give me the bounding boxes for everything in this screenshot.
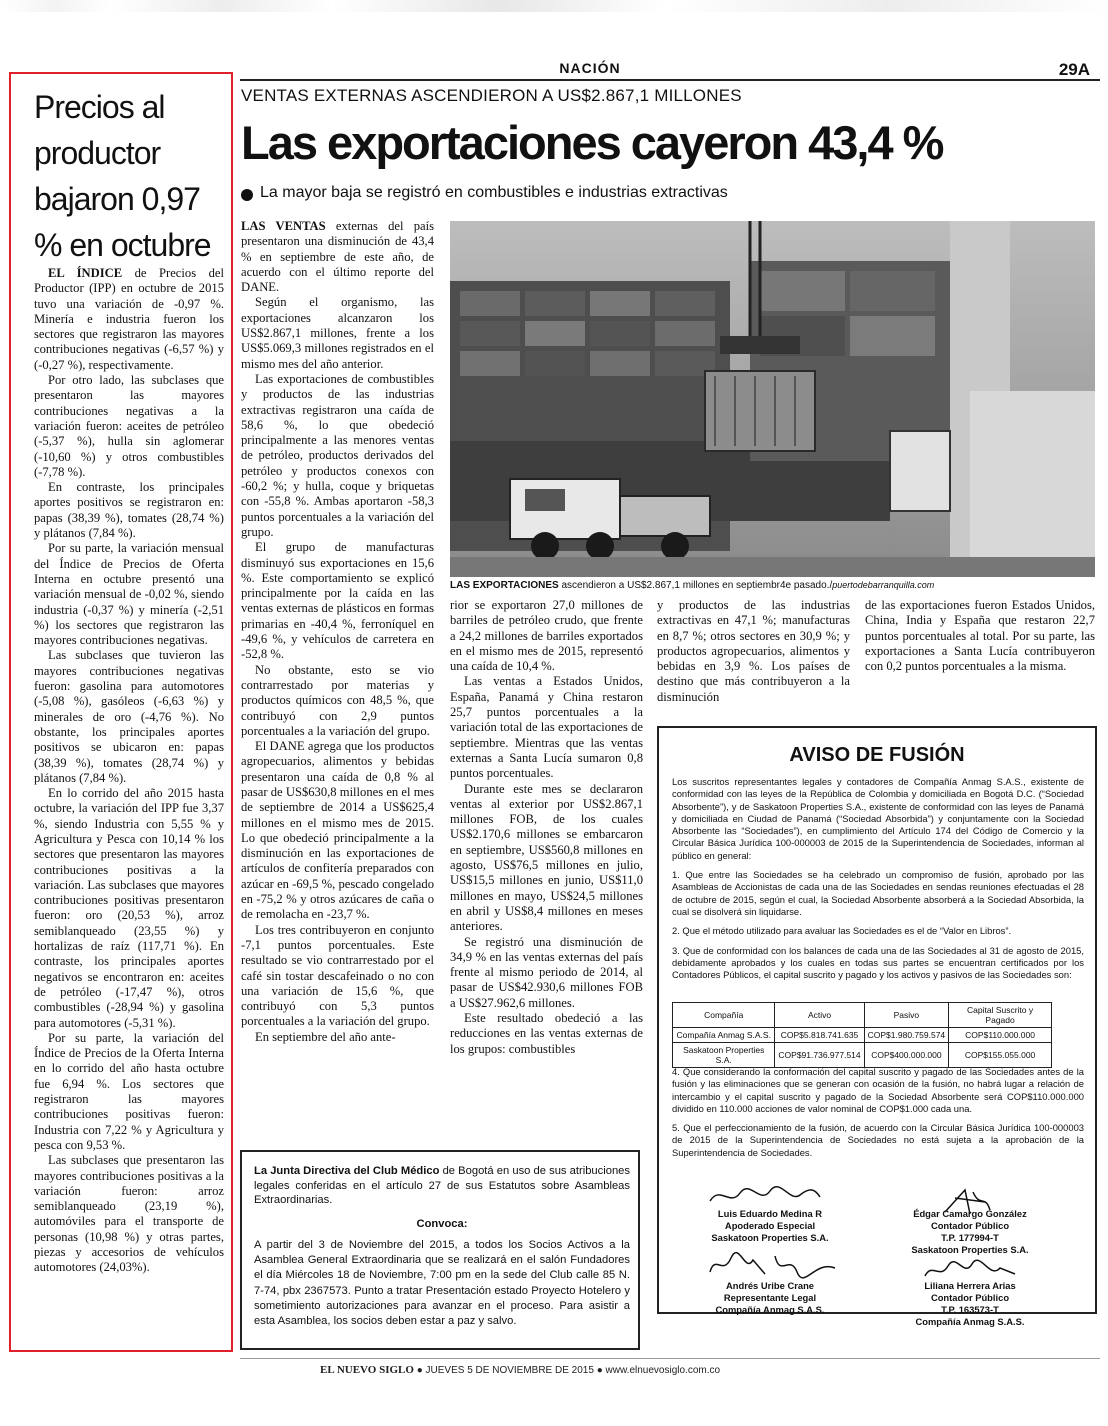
signature-block: Édgar Camargo González Contador Público T.P. 177994-T Saskatoon Properties S.A. [911, 1208, 1029, 1255]
club-notice-body: A partir del 3 de Noviembre del 2015, a todos los Socios Activos a la Asamblea General Extraordinaria que se realizará en el salón Fundadores el día Miércoles 18 de Noviembre, 7:00 pm en la sede del Club calle 85 N. 7-74, pbx 2367573. Punto a tratar Presentación estado Proyecto Hotelero y sometimiento autorizaciones para avanzar en el proceso. Para asistir a esta Asamblea, los socios deben estar a paz y salvo. [254, 1239, 630, 1328]
paragraph: En contraste, los principales aportes positivos se registraron en: papas (38,39 %), tomates (28,74 %) y plátanos (7,84 %). [34, 480, 224, 541]
lead-in: EL ÍNDICE [48, 266, 123, 280]
article-deck: La mayor baja se registró en combustibles e industrias extractivas [260, 184, 728, 201]
column-header: Activo [775, 1003, 864, 1028]
bullet-icon [241, 189, 253, 201]
paragraph: Por otro lado, las subclases que presentaron las mayores contribuciones negativas a la variación fueron: aceites de petróleo (-5,37 %), hulla sin aglomerar (-10,60 %) y otros combustibles (-7,78 %). [34, 373, 224, 479]
paragraph: Se registró una disminución de 34,9 % en las ventas externas del país frente al mismo periodo de 2014, al pasar de US$42.930,6 millones FOB a US$27.962,6 millones. [450, 934, 643, 1010]
table-header-row [673, 1003, 1052, 1028]
article-column-1 [241, 219, 434, 1045]
club-notice-intro: La Junta Directiva del Club Médico de Bogotá en uso de sus atribuciones legales conferidas en el artículo 27 de sus Estatutos sobre Asambleas Extraordinarias. [254, 1165, 630, 1207]
column-header: Capital Suscrito y Pagado [949, 1003, 1052, 1028]
paragraph: Este resultado obedeció a las reducciones en las ventas externas de los grupos: combustibles [450, 1011, 643, 1056]
table-cell: Saskatoon Properties S.A. [673, 1043, 775, 1068]
sidebar-headline-line: % en octubre [34, 227, 211, 263]
scan-noise-strip [0, 0, 1108, 12]
paragraph: El grupo de manufacturas disminuyó sus exportaciones en 15,6 %. Este comportamiento se explicó principalmente por la caída en las ventas externas de plásticos en formas primarias en -40,4 %, ferroníquel en -49,6 %, y vehículos de carretera en -52,8 %. [241, 540, 434, 662]
page-number: 29A [1058, 60, 1090, 79]
lead-in: LAS VENTAS [241, 219, 326, 233]
bullet-icon: ● [416, 1365, 426, 1376]
table-cell: COP$1.980.759.574 [864, 1028, 949, 1043]
paragraph: Las ventas a Estados Unidos, España, Panamá y China restaron 25,7 puntos porcentuales a la variación total de las exportaciones de septiembre. Mientras que las ventas externas a Santa Lucía sumaron 0,8 puntos porcentuales. [450, 674, 643, 781]
table-cell: COP$110.000.000 [949, 1028, 1052, 1043]
paragraph: 5. Que el perfeccionamiento de la fusión, de acuerdo con la Circular Básica Jurídica 100-000003 de 2015 de la Superintendencia de Sociedades no está sujeta a la aprobación de la Superintendencia de Sociedades. [672, 1122, 1084, 1158]
paragraph: En septiembre del año ante- [255, 1029, 396, 1044]
table-row [673, 1028, 1052, 1043]
balance-table [672, 1002, 1052, 1068]
page-footer [320, 1364, 1020, 1376]
paragraph: 1. Que entre las Sociedades se ha celebrado un compromiso de fusión, aprobado por las Asambleas de Accionistas de cada una de las Sociedades en sendas reuniones efectuadas el 28 de octubre de 2015, según el cual, la Sociedad Absorbente absorberá a la Sociedad Absorbida, la cual se disolverá sin liquidarse. [672, 869, 1084, 917]
table-cell: COP$400.000.000 [864, 1043, 949, 1068]
paragraph: Por su parte, la variación del Índice de Precios de la Oferta Interna en lo corrido del año hasta octubre fue 6,94 %. Los sectores que registraron las mayores contribuciones positivas fueron: Industria con 7,22 % y Agricultura y pesca con 9,53 %. [34, 1030, 224, 1152]
paragraph: de las exportaciones fueron Estados Unidos, China, India y España que restaron 22,7 puntos porcentuales al total. Por su parte, las exportaciones a Santa Lucía contribuyeron con 0,2 puntos porcentuales a la misma. [865, 598, 1095, 674]
sidebar-headline-line: productor [34, 135, 161, 171]
table-cell: COP$91.736.977.514 [775, 1043, 864, 1068]
table-cell: COP$5.818.741.635 [775, 1028, 864, 1043]
article-kicker: VENTAS EXTERNAS ASCENDIERON A US$2.867,1 MILLONES [241, 86, 742, 105]
photo-credit: puertodebarranquilla.com [832, 580, 935, 590]
paragraph: 4. Que considerando la conformación del capital suscrito y pagado de las Sociedades antes de la fusión y las eliminaciones que se generan con ocasión de la fusión, no habrá lugar a relación de intercambio y el capital suscrito y pagado de la Sociedad Absorbente será COP$110.000.000 dividido en 110.000 acciones de valor nominal de COP$1.000 cada una. [672, 1066, 1084, 1114]
paragraph: Las subclases que tuvieron las mayores contribuciones negativas fueron: gasolina para automotores (-5,08 %), gasóleos (-6,63 %) y minerales de oro (-4,76 %). No obstante, los principales aportes positivos se ubicaron en: papas (38,39 %), tomates (28,74 %) y plátanos (7,84 %). [34, 648, 224, 785]
signature-block: Luis Eduardo Medina R Apoderado Especial Saskatoon Properties S.A. [711, 1208, 829, 1243]
paragraph: Las exportaciones de combustibles y productos de las industrias extractivas registraron una caída de 58,6 %, lo que obedeció principalmente a las menores ventas de petróleo, productos derivados del petróleo y productos conexos con -60,2 %; y hulla, coque y briquetas con -55,8 %. Ambas aportaron -58,3 puntos porcentuales a la variación del grupo. [241, 371, 434, 539]
signature-block: Liliana Herrera Arias Contador Público T.P. 163573-T Compañía Anmag S.A.S. [915, 1280, 1025, 1327]
paragraph: El DANE agrega que los productos agropecuarios, alimentos y bebidas presentaron una caída de 0,8 % al pasar de US$630,8 millones en el mes de septiembre de 2014 a US$625,4 millones en el mismo mes de 2015. Lo que obedeció principalmente a la disminución en las exportaciones de artículos de confitería preparados con azúcar en -69,5 %, pescado congelado en -75,2 % y otros azúcares de caña o de remolacha en -23,7 %. [241, 739, 434, 922]
merger-notice-title: AVISO DE FUSIÓN [789, 744, 965, 766]
paragraph: 2. Que el método utilizado para avaluar las Sociedades es el de “Valor en Libros”. [672, 925, 1012, 937]
paragraph: Por su parte, la variación mensual del Índice de Precios de Oferta Interna en octubre presentó una variación mensual de -0,02 %, siendo industria (-0,37 %) y minería (-2,51 %) los sectores que registraron las mayores contribuciones negativas. [34, 541, 224, 648]
article-headline: Las exportaciones cayeron 43,4 % [241, 116, 943, 169]
paragraph: y productos de las industrias extractivas en 47,1 %; manufacturas en 8,7 %; otros sectores en 30,9 %; y productos agropecuarios, alimentos y bebidas en 3,9 %. Los países de destino que más contribuyeron a la disminución [657, 598, 850, 704]
signature-scribble [705, 1250, 845, 1280]
paragraph: rior se exportaron 27,0 millones de barriles de petróleo crudo, que frente a 24,2 millones de barriles exportados en el mismo mes de 2015, representó una caída de 10,4 %. [450, 598, 643, 674]
header-rule [240, 79, 1100, 81]
sidebar-headline-line: bajaron 0,97 [34, 181, 200, 217]
sidebar-article-body [34, 266, 224, 1276]
footer-date: JUEVES 5 DE NOVIEMBRE DE 2015 [425, 1365, 594, 1376]
footer-rule [240, 1358, 1100, 1359]
signature-scribble [705, 1183, 825, 1209]
paragraph: Según el organismo, las exportaciones alcanzaron los US$2.867,1 millones, frente a los US$5.069,3 millones registrados en el mismo mes del año anterior. [241, 295, 434, 371]
sidebar-headline [34, 84, 224, 268]
section-name: NACIÓN [559, 60, 621, 76]
paragraph: LAS VENTAS externas del país presentaron una disminución de 43,4 % en septiembre de este año, de acuerdo con el último reporte del DANE. [241, 219, 435, 295]
paragraph: No obstante, esto se vio contrarrestado por materias y productos químicos con 48,5 %, que contribuyó con 2,9 puntos porcentuales a la variación del grupo. [241, 662, 434, 738]
paragraph: En lo corrido del año 2015 hasta octubre, la variación del IPP fue 3,37 %, siendo Industria con 5,55 % y Agricultura y Pesca con 10,14 % los sectores que presentaron las mayores contribuciones positivas a la variación. Las subclases que mayores contribuciones positivas presentaron fueron: oro (20,53 %), arroz semiblanqueado (23,55 %) y hortalizas de raíz (117,71 %). En contraste, los principales aportes negativos se encontraron en: aceites de petróleo (-17,47 %), otros combustibles (-28,94 %) y gasolina para automotores (-5,31 %). [34, 786, 224, 1030]
masthead: EL NUEVO SIGLO [320, 1364, 414, 1376]
photo-illustration [450, 221, 1095, 577]
paragraph: EL ÍNDICE de Precios del Productor (IPP) en octubre de 2015 tuvo una variación de -0,97 %. Minería e industria fueron los sectores que registraron las mayores contribuciones negativas (-6,57 %) y (-0,27 %), respectivamente. [34, 266, 224, 372]
article-column-2 [450, 598, 643, 1057]
signature-scribble [920, 1258, 1020, 1282]
table-cell: COP$155.055.000 [949, 1043, 1052, 1068]
club-notice-convoca: Convoca: [416, 1218, 468, 1230]
signature-block: Andrés Uribe Crane Representante Legal Compañía Anmag S.A.S. [715, 1280, 825, 1315]
table-cell: Compañía Anmag S.A.S. [673, 1028, 775, 1043]
article-column-4 [865, 598, 1095, 674]
table-row [673, 1043, 1052, 1068]
sidebar-headline-line: Precios al [34, 89, 165, 125]
port-crane-photo [450, 221, 1095, 577]
paragraph: Durante este mes se declararon ventas al exterior por US$2.867,1 millones FOB, de los cuales US$2.170,6 millones se embarcaron en septiembre, US$560,8 millones en agosto, US$76,5 millones en julio, US$15,5 millones en junio, US$11,0 millones en mayo, US$24,5 millones en abril y US$8,4 millones en meses anteriores. [450, 781, 643, 934]
footer-url[interactable]: www.elnuevosiglo.com.co [605, 1365, 721, 1376]
paragraph: Los tres contribuyeron en conjunto -7,1 puntos porcentuales. Este resultado se vio contrarrestado por el café sin tostar descafeinado o no con una variación de 15,6 %, que contribuyó con 5,3 puntos porcentuales a la variación del grupo. [241, 922, 434, 1029]
photo-caption: LAS EXPORTACIONES ascendieron a US$2.867,1 millones en septiembr4e pasado./puertodebarranquilla.com [450, 580, 935, 591]
paragraph: Las subclases que presentaron las mayores contribuciones positivas a la variación fueron: arroz semiblanqueado (23,19 %), automóviles para el transporte de personas (10,98 %) y otras partes, piezas y accesorios de vehículos automotores (24,03%). [34, 1153, 224, 1275]
merger-notice-body [672, 776, 1084, 988]
merger-notice-body-continued [672, 1066, 1084, 1166]
column-header: Pasivo [864, 1003, 949, 1028]
paragraph: 3. Que de conformidad con los balances de cada una de las Sociedades al 31 de agosto de 2015, debidamente aprobados y los cuales en todas sus partes se encuentran certificados por los Contadores Públicos, el capital suscrito y pagado y los activos y pasivos de las Sociedades son: [672, 944, 1084, 981]
paragraph: Los suscritos representantes legales y contadores de Compañía Anmag S.A.S., existente de conformidad con las leyes de la República de Colombia y domiciliada en Bogotá D.C. (“Sociedad Absorbente”), y de Saskatoon Properties S.A., existente de conformidad con las leyes de Panamá y domiciliada en Ciudad de Panamá (“Sociedad Absorbida”) y conjuntamente con la Sociedad Absorbente las “Sociedades”), en cumplimiento del Artículo 174 del Código de Comercio y la Circular Básica Jurídica 100-000003 de 2015 de la Superintendencia de Sociedades, informan al público en general: [672, 776, 1084, 861]
article-column-3 [657, 598, 850, 705]
bullet-icon: ● [596, 1365, 606, 1376]
column-header: Compañía [673, 1003, 775, 1028]
